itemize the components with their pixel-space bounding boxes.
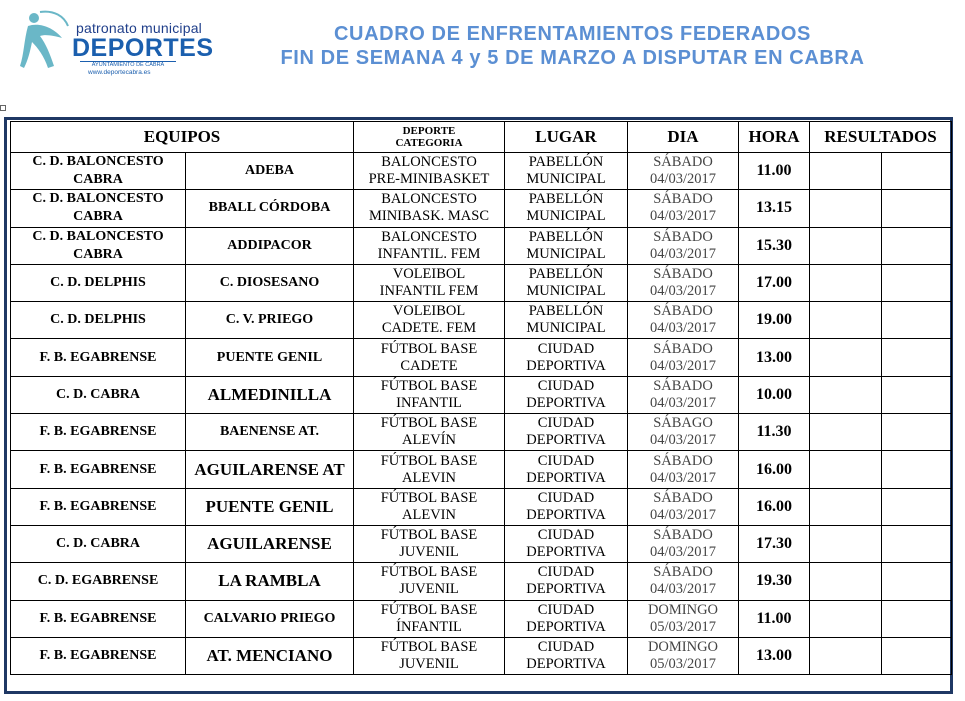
weekday: SÁBAGO <box>653 415 713 432</box>
match-hour: 16.00 <box>739 451 810 488</box>
sport-category <box>354 563 505 600</box>
match-hour: 10.00 <box>739 376 810 413</box>
away-team: AGUILARENSE AT <box>186 451 354 488</box>
venue <box>505 339 628 376</box>
venue <box>505 414 628 451</box>
result-home-cell[interactable] <box>810 227 882 264</box>
sport: FÚTBOL BASE <box>380 564 478 581</box>
weekday: DOMINGO <box>647 639 719 655</box>
date: 04/03/2017 <box>649 171 717 188</box>
sport-category <box>354 264 505 301</box>
result-home-cell[interactable] <box>810 302 882 339</box>
result-home-cell[interactable] <box>810 264 882 301</box>
venue-line-1: CIUDAD <box>537 377 595 394</box>
result-home-cell[interactable] <box>810 451 882 488</box>
weekday: SÁBADO <box>653 191 713 208</box>
sport-category <box>354 190 505 227</box>
match-hour: 13.00 <box>739 339 810 376</box>
venue-line-1: CIUDAD <box>537 489 595 506</box>
result-away-cell[interactable] <box>882 600 952 637</box>
page-subtitle: FIN DE SEMANA 4 y 5 DE MARZO A DISPUTAR EN CABRA <box>280 47 865 69</box>
match-hour: 11.30 <box>739 414 810 451</box>
venue-line-2: DEPORTIVA <box>526 357 606 374</box>
table-row <box>11 190 952 227</box>
logo-line-2: DEPORTES <box>72 34 214 62</box>
home-team: C. D. EGABRENSE <box>11 563 186 600</box>
home-team: F. B. EGABRENSE <box>11 637 186 674</box>
home-team: C. D. DELPHIS <box>11 264 186 301</box>
match-day <box>628 153 739 190</box>
logo-line-3: AYUNTAMIENTO DE CABRA <box>80 61 176 68</box>
match-hour: 11.00 <box>739 600 810 637</box>
home-team: C. D. DELPHIS <box>11 302 186 339</box>
venue <box>505 190 628 227</box>
logo-line-1: patronato municipal <box>76 20 202 36</box>
table-row <box>11 153 952 190</box>
venue-line-2: DEPORTIVA <box>526 394 606 411</box>
venue-line-1: PABELLÓN <box>528 303 604 320</box>
table-row <box>11 525 952 562</box>
category: ALEVÍN <box>402 432 456 449</box>
weekday: SÁBADO <box>653 303 713 320</box>
sport: FÚTBOL BASE <box>380 415 478 432</box>
home-team: F. B. EGABRENSE <box>11 414 186 451</box>
sport-category <box>354 227 505 264</box>
date: 04/03/2017 <box>649 581 717 598</box>
sport: FÚTBOL BASE <box>380 639 478 655</box>
sport: BALONCESTO <box>381 228 477 245</box>
result-away-cell[interactable] <box>882 637 952 674</box>
away-team: BAENENSE AT. <box>186 414 354 451</box>
result-away-cell[interactable] <box>882 190 952 227</box>
category: CADETE <box>400 357 458 374</box>
result-home-cell[interactable] <box>810 153 882 190</box>
venue <box>505 600 628 637</box>
table-row <box>11 264 952 301</box>
match-day <box>628 525 739 562</box>
venue-line-2: MUNICIPAL <box>526 171 606 188</box>
match-hour: 17.00 <box>739 264 810 301</box>
result-home-cell[interactable] <box>810 376 882 413</box>
match-day <box>628 264 739 301</box>
date: 05/03/2017 <box>649 656 717 672</box>
result-away-cell[interactable] <box>882 488 952 525</box>
venue-line-2: MUNICIPAL <box>526 208 606 225</box>
sport: FÚTBOL BASE <box>380 489 478 506</box>
category: JUVENIL <box>399 656 459 672</box>
weekday: SÁBADO <box>653 266 713 283</box>
match-day <box>628 414 739 451</box>
sport-category <box>354 339 505 376</box>
result-away-cell[interactable] <box>882 302 952 339</box>
sport-category <box>354 451 505 488</box>
table-row <box>11 376 952 413</box>
home-team: C. D. CABRA <box>11 525 186 562</box>
match-hour: 17.30 <box>739 525 810 562</box>
category: ÍNFANTIL <box>396 618 462 635</box>
result-home-cell[interactable] <box>810 600 882 637</box>
date: 04/03/2017 <box>649 245 717 262</box>
home-team: C. D. BALONCESTO CABRA <box>11 227 186 264</box>
category: CADETE. FEM <box>381 320 477 337</box>
venue <box>505 376 628 413</box>
match-day <box>628 563 739 600</box>
venue <box>505 227 628 264</box>
away-team: C. V. PRIEGO <box>186 302 354 339</box>
weekday: DOMINGO <box>647 601 719 618</box>
venue <box>505 302 628 339</box>
venue-line-2: DEPORTIVA <box>526 544 606 561</box>
table-row <box>11 414 952 451</box>
date: 04/03/2017 <box>649 320 717 337</box>
venue-line-1: PABELLÓN <box>528 154 604 171</box>
match-day <box>628 339 739 376</box>
anchor-marker <box>0 105 6 111</box>
page-title: CUADRO DE ENFRENTAMIENTOS FEDERADOS <box>334 23 811 45</box>
date: 04/03/2017 <box>649 506 717 523</box>
match-hour: 15.30 <box>739 227 810 264</box>
home-team: C. D. BALONCESTO CABRA <box>11 153 186 190</box>
match-day <box>628 376 739 413</box>
logo-website: www.deportecabra.es <box>88 69 151 76</box>
home-team: C. D. BALONCESTO CABRA <box>11 190 186 227</box>
venue-line-1: CIUDAD <box>537 415 595 432</box>
home-team: F. B. EGABRENSE <box>11 488 186 525</box>
away-team: PUENTE GENIL <box>186 488 354 525</box>
venue-line-1: PABELLÓN <box>528 191 604 208</box>
match-day <box>628 227 739 264</box>
table-row <box>11 600 952 637</box>
match-day <box>628 451 739 488</box>
venue-line-2: DEPORTIVA <box>526 432 606 449</box>
venue-line-1: CIUDAD <box>537 564 595 581</box>
venue-line-1: PABELLÓN <box>528 266 604 283</box>
sport: FÚTBOL BASE <box>380 527 478 544</box>
weekday: SÁBADO <box>653 489 713 506</box>
sport-category <box>354 525 505 562</box>
table-row <box>11 451 952 488</box>
venue-line-2: DEPORTIVA <box>526 469 606 486</box>
away-team: AGUILARENSE <box>186 525 354 562</box>
sport-category <box>354 376 505 413</box>
category: INFANTIL FEM <box>379 283 479 300</box>
result-away-cell[interactable] <box>882 563 952 600</box>
result-home-cell[interactable] <box>810 563 882 600</box>
home-team: C. D. CABRA <box>11 376 186 413</box>
result-away-cell[interactable] <box>882 264 952 301</box>
table-row <box>11 227 952 264</box>
result-away-cell[interactable] <box>882 451 952 488</box>
result-home-cell[interactable] <box>810 190 882 227</box>
date: 04/03/2017 <box>649 469 717 486</box>
venue-line-2: DEPORTIVA <box>526 581 606 598</box>
table-header-row <box>11 122 952 153</box>
match-hour: 16.00 <box>739 488 810 525</box>
sport: VOLEIBOL <box>392 266 466 283</box>
table-row <box>11 637 952 674</box>
athlete-figure-icon <box>20 8 80 78</box>
match-day <box>628 488 739 525</box>
match-day <box>628 190 739 227</box>
sport-category <box>354 302 505 339</box>
result-away-cell[interactable] <box>882 153 952 190</box>
category: PRE-MINIBASKET <box>368 171 490 188</box>
venue-line-2: MUNICIPAL <box>526 245 606 262</box>
date: 04/03/2017 <box>649 394 717 411</box>
result-home-cell[interactable] <box>810 339 882 376</box>
category: JUVENIL <box>399 544 459 561</box>
date: 04/03/2017 <box>649 208 717 225</box>
away-team: ALMEDINILLA <box>186 376 354 413</box>
category: INFANTIL. FEM <box>377 245 481 262</box>
venue-line-1: CIUDAD <box>537 452 595 469</box>
away-team: ADDIPACOR <box>186 227 354 264</box>
date: 04/03/2017 <box>649 544 717 561</box>
sport-category <box>354 600 505 637</box>
header-resultados: RESULTADOS <box>810 122 952 153</box>
match-hour: 13.15 <box>739 190 810 227</box>
away-team: LA RAMBLA <box>186 563 354 600</box>
result-away-cell[interactable] <box>882 227 952 264</box>
table-row <box>11 339 952 376</box>
date: 05/03/2017 <box>649 618 717 635</box>
weekday: SÁBADO <box>653 377 713 394</box>
result-home-cell[interactable] <box>810 488 882 525</box>
venue <box>505 451 628 488</box>
match-hour: 11.00 <box>739 153 810 190</box>
match-day <box>628 600 739 637</box>
match-day <box>628 302 739 339</box>
matches-table <box>10 121 952 675</box>
table-row <box>11 488 952 525</box>
category: MINIBASK. MASC <box>368 208 490 225</box>
sport: VOLEIBOL <box>392 303 466 320</box>
venue-line-1: CIUDAD <box>537 601 595 618</box>
header-dia: DIA <box>628 122 739 153</box>
sport-category <box>354 488 505 525</box>
weekday: SÁBADO <box>653 340 713 357</box>
home-team: F. B. EGABRENSE <box>11 451 186 488</box>
venue-line-1: PABELLÓN <box>528 228 604 245</box>
venue <box>505 488 628 525</box>
away-team: PUENTE GENIL <box>186 339 354 376</box>
sport: BALONCESTO <box>381 191 477 208</box>
header-deporte-categoria <box>354 122 505 153</box>
date: 04/03/2017 <box>649 432 717 449</box>
header-hora: HORA <box>739 122 810 153</box>
venue-line-2: DEPORTIVA <box>526 506 606 523</box>
sport: FÚTBOL BASE <box>380 377 478 394</box>
home-team: F. B. EGABRENSE <box>11 339 186 376</box>
away-team: ADEBA <box>186 153 354 190</box>
table-row <box>11 302 952 339</box>
match-day <box>628 637 739 674</box>
weekday: SÁBADO <box>653 154 713 171</box>
result-home-cell[interactable] <box>810 525 882 562</box>
header-equipos: EQUIPOS <box>11 122 354 153</box>
logo <box>20 8 214 78</box>
category: INFANTIL <box>396 394 462 411</box>
header-deporte: DEPORTE <box>402 125 456 137</box>
venue-line-1: CIUDAD <box>537 527 595 544</box>
header-lugar: LUGAR <box>505 122 628 153</box>
away-team: BBALL CÓRDOBA <box>186 190 354 227</box>
venue <box>505 637 628 674</box>
home-team: F. B. EGABRENSE <box>11 600 186 637</box>
sport: BALONCESTO <box>381 154 477 171</box>
venue-line-2: MUNICIPAL <box>526 320 606 337</box>
date: 04/03/2017 <box>649 283 717 300</box>
result-home-cell[interactable] <box>810 414 882 451</box>
away-team: C. DIOSESANO <box>186 264 354 301</box>
result-home-cell[interactable] <box>810 637 882 674</box>
venue-line-2: DEPORTIVA <box>526 618 606 635</box>
sport-category <box>354 153 505 190</box>
match-hour: 19.00 <box>739 302 810 339</box>
result-away-cell[interactable] <box>882 525 952 562</box>
match-hour: 13.00 <box>739 637 810 674</box>
venue <box>505 563 628 600</box>
sport: FÚTBOL BASE <box>380 452 478 469</box>
away-team: AT. MENCIANO <box>186 637 354 674</box>
category: ALEVIN <box>402 506 456 523</box>
venue <box>505 525 628 562</box>
header-categoria: CATEGORIA <box>395 137 463 149</box>
result-away-cell[interactable] <box>882 339 952 376</box>
weekday: SÁBADO <box>653 527 713 544</box>
weekday: SÁBADO <box>653 564 713 581</box>
date: 04/03/2017 <box>649 357 717 374</box>
venue-line-1: CIUDAD <box>537 340 595 357</box>
sport: FÚTBOL BASE <box>380 340 478 357</box>
venue-line-1: CIUDAD <box>537 639 595 655</box>
table-row <box>11 563 952 600</box>
sport: FÚTBOL BASE <box>380 601 478 618</box>
category: ALEVIN <box>402 469 456 486</box>
venue <box>505 153 628 190</box>
category: JUVENIL <box>399 581 459 598</box>
result-away-cell[interactable] <box>882 376 952 413</box>
sport-category <box>354 414 505 451</box>
venue-line-2: DEPORTIVA <box>526 656 606 672</box>
match-hour: 19.30 <box>739 563 810 600</box>
sport-category <box>354 637 505 674</box>
away-team: CALVARIO PRIEGO <box>186 600 354 637</box>
result-away-cell[interactable] <box>882 414 952 451</box>
weekday: SÁBADO <box>653 228 713 245</box>
venue <box>505 264 628 301</box>
weekday: SÁBADO <box>653 452 713 469</box>
venue-line-2: MUNICIPAL <box>526 283 606 300</box>
